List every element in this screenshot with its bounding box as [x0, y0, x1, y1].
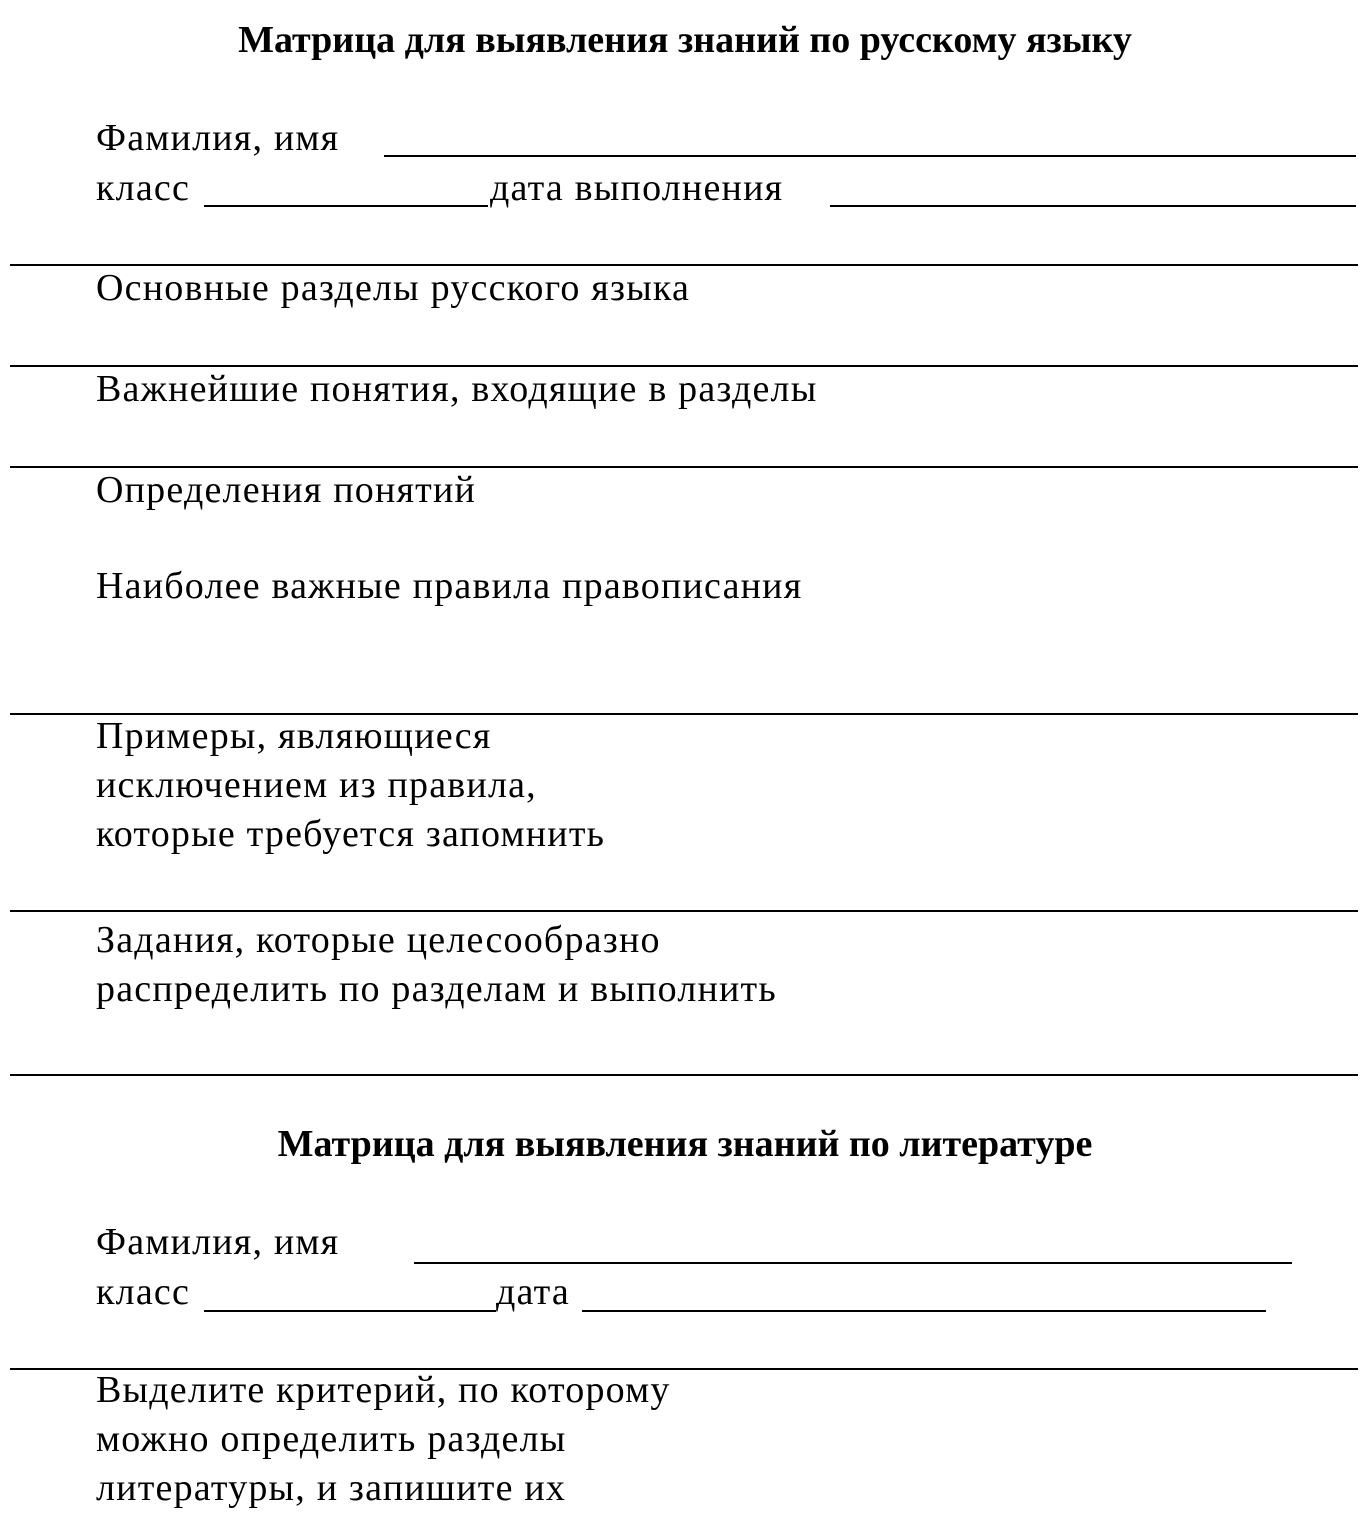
literature-class-field[interactable]	[204, 1310, 496, 1312]
section-line: Наиболее важные правила правописания	[96, 565, 803, 607]
section-divider	[10, 1074, 1358, 1076]
russian-class-label: класс	[96, 167, 191, 209]
section-line: Определения понятий	[96, 469, 477, 511]
section-line: исключением из правила,	[96, 764, 537, 806]
russian-date-field[interactable]	[830, 205, 1356, 207]
literature-section-criterion	[96, 1366, 671, 1513]
russian-section-main-parts	[96, 264, 690, 313]
russian-matrix-title: Матрица для выявления знаний по русскому языку	[238, 19, 1132, 61]
section-line: литературы, и запишите их	[96, 1467, 567, 1509]
section-line: которые требуется запомнить	[96, 813, 606, 855]
section-line: Выделите критерий, по которому	[96, 1369, 671, 1411]
section-line: можно определить разделы	[96, 1418, 567, 1460]
literature-date-label: дата	[496, 1271, 570, 1313]
russian-section-tasks	[96, 916, 777, 1014]
section-line: Задания, которые целесообразно	[96, 919, 661, 961]
russian-class-field[interactable]	[204, 205, 488, 207]
russian-section-definitions	[96, 466, 476, 515]
literature-name-field[interactable]	[414, 1262, 1292, 1264]
russian-name-label: Фамилия, имя	[96, 117, 340, 159]
section-line: распределить по разделам и выполнить	[96, 968, 777, 1010]
section-line: Основные разделы русского языка	[96, 267, 691, 309]
section-divider	[10, 910, 1358, 912]
literature-date-field[interactable]	[582, 1310, 1266, 1312]
literature-name-label: Фамилия, имя	[96, 1221, 340, 1263]
section-line: Важнейшие понятия, входящие в разделы	[96, 368, 818, 410]
russian-section-key-concepts	[96, 365, 817, 414]
russian-date-label: дата выполнения	[490, 167, 784, 209]
literature-class-label: класс	[96, 1271, 191, 1313]
russian-section-spelling-rules	[96, 562, 802, 611]
section-line: Примеры, являющиеся	[96, 715, 492, 757]
literature-matrix-title: Матрица для выявления знаний по литературе	[277, 1123, 1093, 1165]
russian-name-field[interactable]	[384, 155, 1356, 157]
russian-section-exceptions	[96, 712, 605, 859]
